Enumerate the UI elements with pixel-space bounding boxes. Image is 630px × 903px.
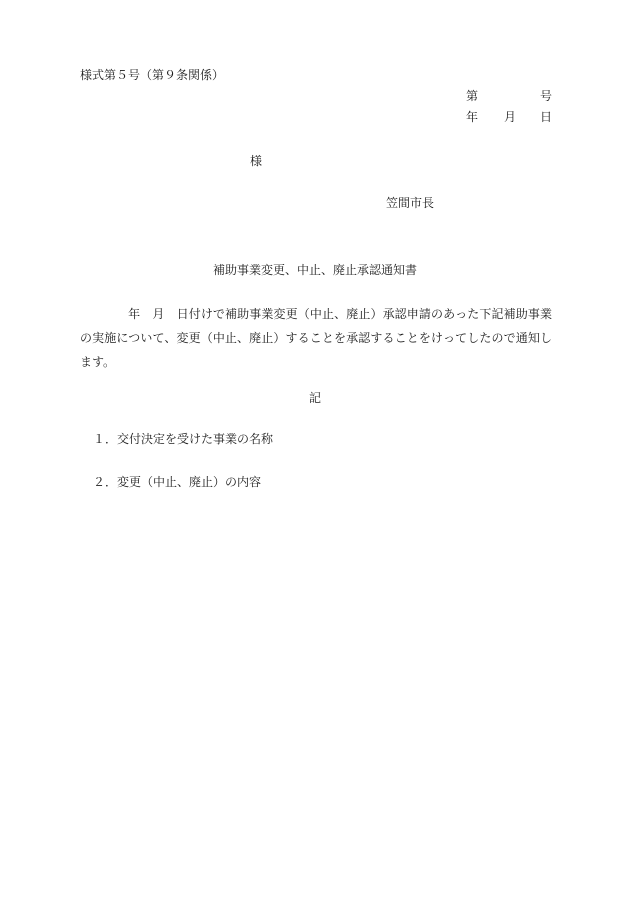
document-number-prefix: 第: [466, 89, 479, 103]
date-day-label: 日: [539, 110, 552, 124]
date-month-label: 月: [504, 110, 517, 124]
document-title: 補助事業変更、中止、廃止承認通知書: [212, 263, 417, 277]
ki-heading: 記: [308, 391, 321, 405]
addressee-honorific: 様: [250, 154, 263, 168]
issuer-name: 笠間市長: [386, 196, 435, 210]
body-year-label: 年: [128, 307, 141, 321]
date-year-label: 年: [466, 110, 479, 124]
form-number: 様式第５号（第９条関係）: [80, 68, 225, 82]
list-item: ２．変更（中止、廃止）の内容: [93, 475, 262, 489]
body-paragraph: [80, 302, 552, 374]
body-text: 日付けで補助事業変更（中止、廃止）承認申請のあった下記補助事業の実施について、変更（中止、廃止）することを承認することをけってしたので通知します。: [80, 307, 552, 369]
issue-date: [466, 111, 552, 125]
list-item: １．交付決定を受けた事業の名称: [93, 432, 274, 446]
body-month-label: 月: [152, 307, 165, 321]
document-number-suffix: 号: [539, 89, 552, 103]
document-number: [466, 90, 552, 104]
